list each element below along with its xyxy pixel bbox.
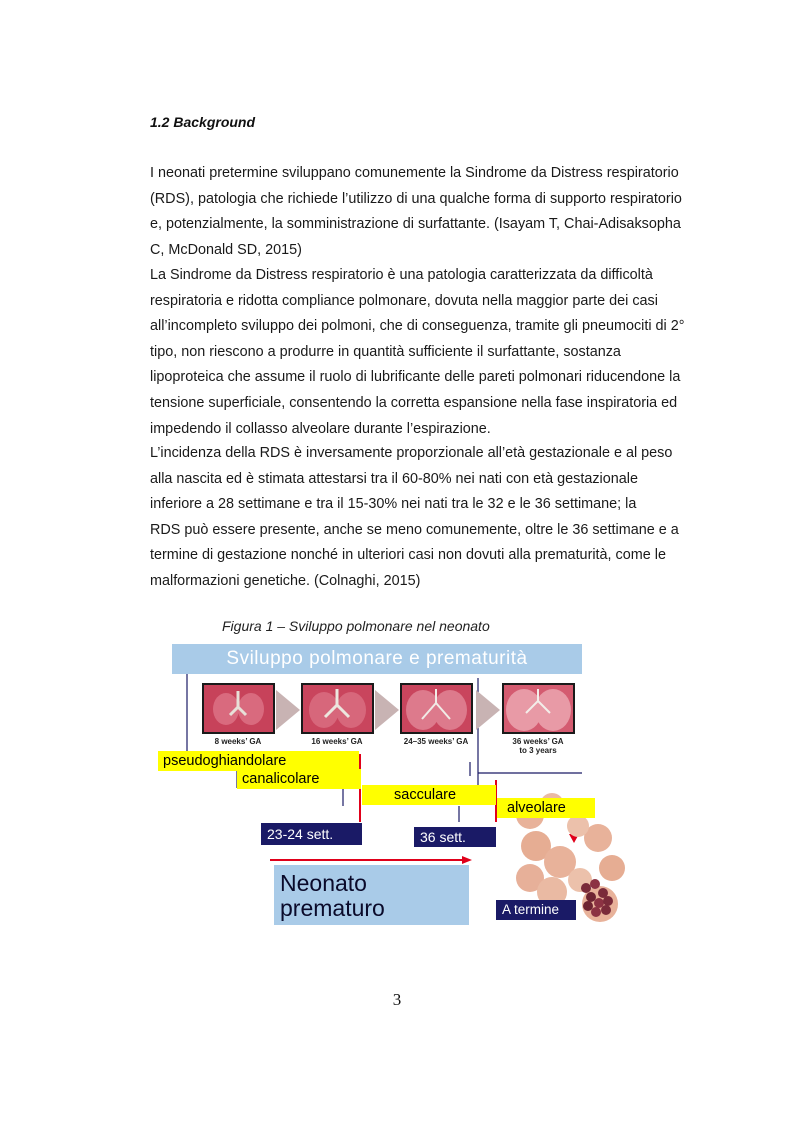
marker-23-24-weeks: 23-24 sett. xyxy=(261,823,362,845)
figure-banner: Sviluppo polmonare e prematurità xyxy=(172,644,582,674)
text-line: malformazioni genetiche. (Colnaghi, 2015) xyxy=(150,572,421,589)
premature-box xyxy=(274,865,469,925)
panel-label-36w xyxy=(493,737,583,755)
text-line: termine di gestazione nonché in ulteriori casi non dovuti alla prematurità, come le xyxy=(150,547,666,564)
premature-label-line: prematuro xyxy=(280,895,385,921)
text-line: L’incidenza della RDS è inversamente proporzionale all’età gestazionale e al peso xyxy=(150,445,673,461)
lung-panel-24-35w xyxy=(400,683,473,734)
chevron-right-icon xyxy=(276,690,300,730)
text-line: tensione superficiale, consentendo la corretta espansione nella fase inspiratoria ed xyxy=(150,394,678,411)
lung-icon xyxy=(303,685,372,732)
text-line: C, McDonald SD, 2015) xyxy=(150,241,302,258)
panel-label-16w: 16 weeks’ GA xyxy=(311,737,363,746)
lung-panel-8w xyxy=(202,683,275,734)
text-line: impedendo il collasso alveolare durante l’espirazione. xyxy=(150,420,491,437)
text-line: (RDS), patologia che richiede l’utilizzo di una qualche forma di supporto respiratorio xyxy=(150,190,682,207)
text-line: alla nascita ed è stimata attestarsi tra il 60-80% nei nati con età gestazionale xyxy=(150,470,638,487)
stage-canalicolare: canalicolare xyxy=(237,769,361,789)
lung-icon xyxy=(504,685,573,732)
section-heading: 1.2 Background xyxy=(150,114,256,130)
stage-sacculare: sacculare xyxy=(362,785,496,805)
premature-label-line: Neonato xyxy=(280,870,367,896)
stage-pseudoghiandolare: pseudoghiandolare xyxy=(158,751,359,771)
text-line: tipo, non riescono a produrre in quantità sufficiente il surfattante, sostanza xyxy=(150,343,621,360)
term-label: A termine xyxy=(496,900,576,920)
text-line: RDS può essere presente, anche se meno comunemente, oltre le 36 settimane e a xyxy=(150,521,679,538)
text-line: all’incompleto sviluppo dei polmoni, che di conseguenza, tramite gli pneumociti di 2° xyxy=(150,318,685,335)
text-line: e, potenzialmente, la somministrazione di surfattante. (Isayam T, Chai-Adisaksopha xyxy=(150,216,681,233)
panel-label-24-35w: 24–35 weeks’ GA xyxy=(403,737,469,746)
text-line: La Sindrome da Distress respiratorio è una patologia caratterizzata da difficoltà xyxy=(150,267,653,283)
lung-icon xyxy=(204,685,273,732)
panel-label-line: 36 weeks’ GA xyxy=(512,737,564,746)
stage-alveolare: alveolare xyxy=(497,798,595,818)
figure-caption: Figura 1 – Sviluppo polmonare nel neonato xyxy=(222,618,490,634)
panel-label-line: to 3 years xyxy=(519,746,557,755)
lung-icon xyxy=(402,685,471,732)
marker-36-weeks: 36 sett. xyxy=(414,827,496,847)
text-line: respiratoria e ridotta compliance polmonare, dovuta nella maggior parte dei casi xyxy=(150,292,658,309)
lung-panel-16w xyxy=(301,683,374,734)
panel-label-8w: 8 weeks’ GA xyxy=(214,737,262,746)
text-line: lipoproteica che assume il ruolo di lubrificante delle pareti polmonari riducendone la xyxy=(150,369,681,386)
lung-panel-36w xyxy=(502,683,575,734)
premature-arrowhead xyxy=(462,856,472,864)
text-line: I neonati pretermine sviluppano comunemente la Sindrome da Distress respiratorio xyxy=(150,165,679,181)
chevron-right-icon xyxy=(375,690,399,730)
chevron-right-icon xyxy=(476,690,500,730)
page-number: 3 xyxy=(392,990,402,1009)
text-line: inferiore a 28 settimane e tra il 15-30% nei nati tra le 32 e le 36 settimane; la xyxy=(150,496,637,513)
